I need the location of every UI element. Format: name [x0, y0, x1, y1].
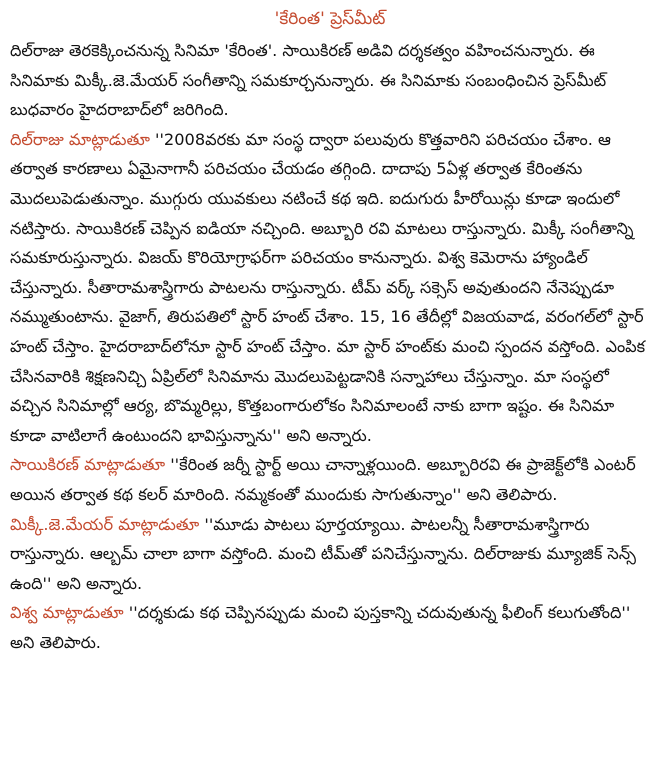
quote-paragraph-mickey	[10, 510, 650, 599]
quote-text: ''దర్శకుడు కథ చెప్పినప్పుడు మంచి పుస్తకాన్ని చదువుతున్న ఫీలింగ్ కలుగుతోంది'' అని తెలిపారు.	[10, 603, 631, 652]
article-title: 'కేరింత' ప్రెస్‌మీట్	[274, 9, 386, 29]
speaker-label: మిక్కీ.జె.మేయర్ మాట్లాడుతూ	[10, 514, 200, 534]
quote-paragraph-viswa	[10, 598, 650, 657]
speaker-label: విశ్వ మాట్లాడుతూ	[10, 603, 124, 623]
quote-text: ''2008వరకు మా సంస్థ ద్వారా పలువురు కొత్తవారిని పరిచయం చేశాం. ఆ తర్వాత కారణాలు ఏమైనాగానీ పరిచయం చేయడం తగ్గింది. దాదాపు 5ఏళ్ల తర్వాత కేరింతను మొదలుపెడుతున్నాం. ముగ్గురు యువకులు నటించే కథ ఇది. ఐదుగురు హీరోయిన్లు కూడా ఇందులో నటిస్తారు. సాయికిరణ్ చెప్పిన ఐడియా నచ్చింది. అబ్బూరి రవి మాటలు రాస్తున్నారు. మిక్కీ సంగీతాన్ని సమకూరుస్తున్నారు. విజయ్ కొరియోగ్రాఫర్‌గా పరిచయం కానున్నారు. విశ్వ కెమెరాను హ్యాండిల్ చేస్తున్నారు. సీతారామశాస్త్రిగారు పాటలను రాస్తున్నారు. టీమ్ వర్క్ సక్సెస్ అవుతుందని నేనెప్పుడూ నమ్ముతుంటాను. వైజాగ్, తిరుపతిలో స్టార్ హంట్ చేశాం. 15, 16 తేదీల్లో విజయవాడ, వరంగల్‌లో స్టార్ హంట్ చేస్తాం. హైదరాబాద్‌లోనూ స్టార్ హంట్ చేస్తాం. మా స్టార్ హంట్‌కు మంచి స్పందన వస్తోంది. ఎంపిక చేసినవారికి శిక్షణనిచ్చి ఏప్రిల్‌లో సినిమాను మొదలుపెట్టడానికి సన్నాహాలు చేస్తున్నాం. మా సంస్థలో వచ్చిన సినిమాల్లో ఆర్య, బొమ్మరిల్లు, కొత్తబంగారులోకం సినిమాలంటే నాకు బాగా ఇష్టం. ఈ సినిమా కూడా వాటిలాగే ఉంటుందని భావిస్తున్నాను'' అని అన్నారు.	[10, 129, 646, 445]
quote-text: ''మూడు పాటలు పూర్తయ్యాయి. పాటలన్నీ సీతారామశాస్త్రిగారు రాస్తున్నారు. ఆల్బమ్ చాలా బాగా వస్తోంది. మంచి టీమ్‌తో పనిచేస్తున్నాను. దిల్‌రాజుకు మ్యూజిక్ సెన్స్ ఉంది'' అని అన్నారు.	[10, 514, 636, 593]
speaker-label: సాయికిరణ్ మాట్లాడుతూ	[10, 455, 166, 475]
intro-paragraph: దిల్‌రాజు తెరకెక్కించనున్న సినిమా 'కేరింత'. సాయికిరణ్ అడివి దర్శకత్వం వహించనున్నారు. ఈ సినిమాకు మిక్కీ.జె.మేయర్ సంగీతాన్ని సమకూర్చనున్నారు. ఈ సినిమాకు సంబంధించిన ప్రెస్‌మీట్ బుధవారం హైదరాబాద్‌లో జరిగింది.	[10, 41, 607, 120]
speaker-label: దిల్‌రాజు మాట్లాడుతూ	[10, 129, 150, 149]
quote-paragraph-dilraju	[10, 125, 650, 451]
quote-paragraph-saikiran	[10, 450, 650, 509]
quote-text: ''కేరింత జర్నీ స్టార్ట్ అయి చాన్నాళ్లయింది. అబ్బూరిరవి ఈ ప్రాజెక్ట్‌లోకి ఎంటర్ అయిన తర్వాత కథ కలర్ మారింది. నమ్మకంతో ముందుకు సాగుతున్నాం'' అని తెలిపారు.	[10, 455, 636, 504]
